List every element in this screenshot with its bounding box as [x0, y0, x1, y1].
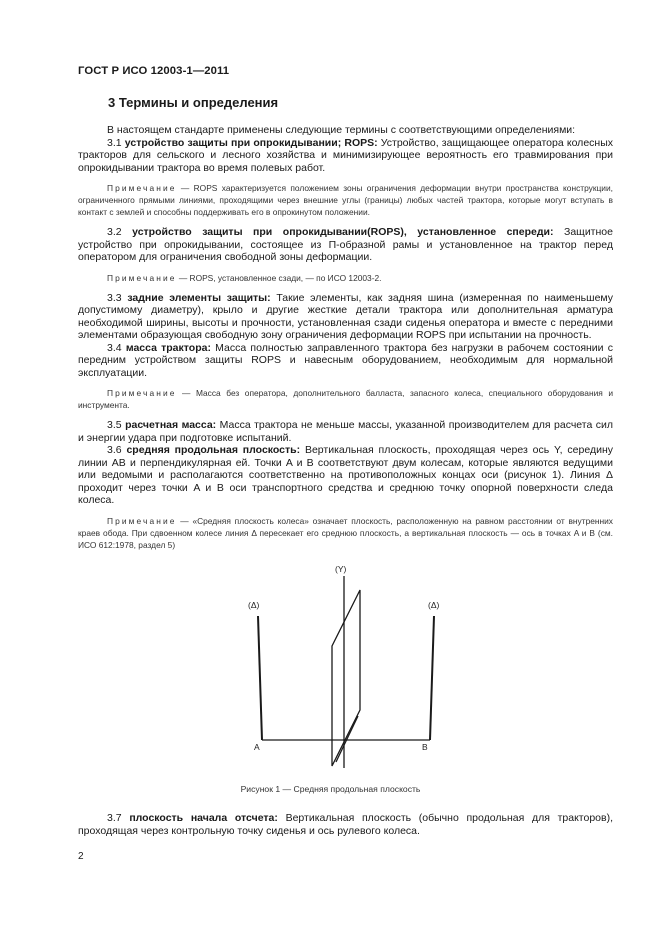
term-name: средняя продольная плоскость: [126, 444, 301, 456]
term-definition: Защитное устройство при опрокидывании, состоящее из П-образной рамы и установленное на трактор перед оператором для ограничения свободной зоны деформации. [78, 226, 613, 263]
term-number: 3.5 [107, 419, 122, 431]
term-3-4 [78, 342, 613, 380]
term-number: 3.1 [107, 136, 122, 149]
term-name: задние элементы защиты: [127, 291, 271, 304]
note-3-2 [78, 272, 613, 284]
term-3-3 [78, 292, 613, 342]
label-delta-left: (Δ) [248, 600, 260, 610]
delta-line-left [258, 616, 262, 740]
intro-paragraph: В настоящем стандарте применены следующие термины с соответствующими определениями: [107, 124, 576, 136]
label-b: B [422, 742, 428, 752]
term-number: 3.6 [107, 444, 122, 456]
term-3-5 [78, 419, 613, 444]
term-3-2 [78, 226, 613, 264]
term-number: 3.2 [107, 226, 122, 238]
term-definition: Такие элементы, как задняя шина (измеренная по наименьшему допустимому диаметру), крыло и другие жесткие детали трактора или дополнительная арматура необходимой ширины, высоты и прочности, установленная сзади сиденья оператора и вместе с передними элементами образующая свободную зону ограничения деформации ROPS при испытании на прочность. [78, 291, 613, 341]
note-3-6 [78, 515, 613, 551]
term-name: устройство защиты при опрокидывании(ROPS), установленное спереди: [132, 226, 554, 238]
term-name: расчетная масса: [125, 419, 217, 431]
term-definition: Масса трактора не меньше массы, указанной производителем для расчета сил и энергии удара при подготовке испытаний. [78, 419, 614, 444]
document-body [78, 124, 613, 551]
note-3-4 [78, 387, 613, 411]
figure-1 [78, 562, 613, 802]
term-3-6 [78, 444, 613, 507]
term-definition: Вертикальная плоскость (обычно продольная для тракторов), проходящая через контрольную точку сиденья и ось рулевого колеса. [78, 812, 614, 837]
label-a: A [254, 742, 260, 752]
note-text: — ROPS характеризуется положением зоны ограничения деформации внутри пространства конструкции, ограниченного прямыми линиями, проходящими через внешние углы (границы) любых частей трактора, которые могут вступать в контакт с землей и способны поддерживать его в опрокинутом положении. [78, 183, 613, 217]
label-delta-right: (Δ) [428, 600, 440, 610]
figure-caption: Рисунок 1 — Средняя продольная плоскость [240, 784, 421, 794]
page-number: 2 [78, 851, 84, 862]
note-label: Примечание [107, 515, 177, 526]
note-label: Примечание [107, 388, 177, 398]
note-3-1 [78, 182, 613, 218]
term-name: плоскость начала отсчета: [129, 812, 278, 824]
note-text: — ROPS, установленное сзади, — по ИСО 12003-2. [178, 272, 382, 283]
figure-drawing [78, 562, 613, 802]
label-y: (Y) [335, 564, 347, 574]
term-3-1 [78, 137, 613, 175]
document-body-continued [78, 812, 613, 837]
section-title: 3 Термины и определения [108, 95, 279, 110]
term-3-7 [78, 812, 613, 837]
plane-diagonal [336, 716, 358, 762]
note-text: — Масса без оператора, дополнительного балласта, запасного колеса, специального оборудования и инструмента. [78, 388, 613, 410]
term-name: масса трактора: [125, 341, 211, 354]
note-text: — «Средняя плоскость колеса» означает плоскость, расположенную на равном расстоянии от внутренних краев обода. При сдвоенном колесе линия Δ пересекает его среднюю плоскость, а вертикальная плоскость — ось в точках A и B (см. ИСО 612:1978, раздел 5) [78, 515, 613, 550]
note-label: Примечание [107, 272, 177, 283]
term-definition: Устройство, защищающее оператора колесных тракторов для сельского и лесного хозяйства и минимизирующее вероятность его травмирования при опрокидывании трактора во время полевых работ. [78, 136, 613, 174]
note-label: Примечание [107, 183, 177, 193]
term-definition: Вертикальная плоскость, проходящая через ось Y, середину линии AB и перпендикулярная ей. Точки A и B соответствуют двум колесам, которые являются ведущими или ведомыми и располагаются соответственно на противоположных концах оси (рисунок 1). Линия Δ проходит через точки A и B оси транспортного средства и среднюю точку опорной поверхности следа колеса. [78, 444, 614, 506]
term-number: 3.7 [107, 812, 122, 824]
document-header: ГОСТ Р ИСО 12003-1—2011 [78, 65, 230, 77]
term-number: 3.3 [107, 291, 122, 304]
term-name: устройство защиты при опрокидывании; ROPS: [124, 136, 378, 149]
term-definition: Масса полностью заправленного трактора без нагрузки в рабочем состоянии с передним устройством защиты ROPS и навесным оборудованием, необходимым для нормальной эксплуатации. [78, 341, 613, 379]
delta-line-right [430, 616, 434, 740]
term-number: 3.4 [107, 341, 122, 354]
